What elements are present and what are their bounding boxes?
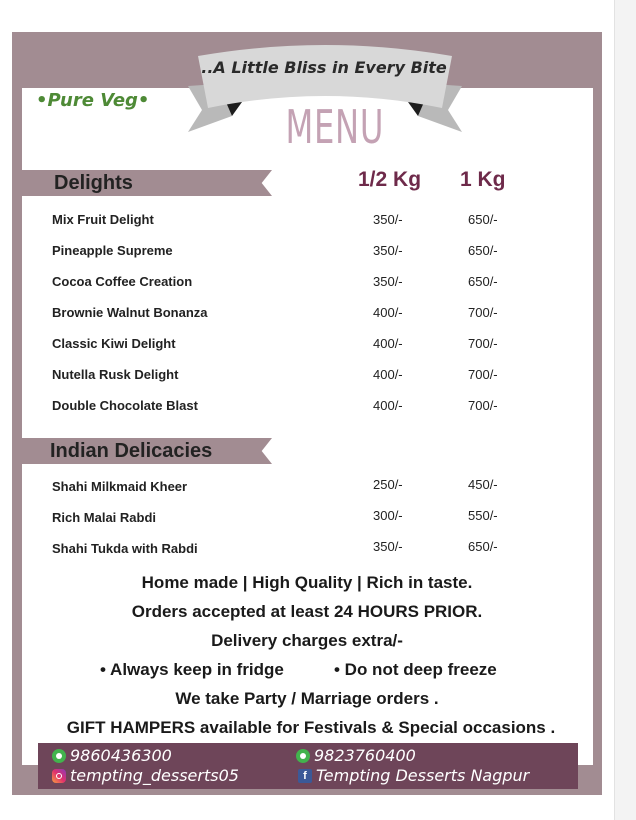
instagram-handle[interactable]: tempting_desserts05 [70, 766, 239, 785]
phone-2[interactable]: 9823760400 [314, 746, 416, 765]
menu-title: MENU [285, 100, 385, 154]
price-half: 350/- [373, 539, 403, 554]
whatsapp-icon [296, 749, 310, 763]
price-full: 700/- [468, 367, 498, 382]
info-orders: Orders accepted at least 24 HOURS PRIOR. [131, 602, 483, 621]
menu-item: Nutella Rusk Delight [52, 367, 179, 382]
menu-item: Cocoa Coffee Creation [52, 274, 193, 289]
info-delivery: Delivery charges extra/- [211, 631, 403, 650]
price-full: 550/- [468, 508, 498, 523]
column-half-kg: 1/2 Kg [358, 168, 422, 191]
info-freeze: • Do not deep freeze [334, 660, 497, 679]
banner-tagline: ..A Little Bliss in Every Bite [201, 58, 447, 77]
price-full: 650/- [468, 212, 498, 227]
info-fridge: • Always keep in fridge [100, 660, 284, 679]
price-full: 700/- [468, 336, 498, 351]
price-full: 650/- [468, 274, 498, 289]
menu-item: Shahi Milkmaid Kheer [52, 479, 188, 494]
info-quality: Home made | High Quality | Rich in taste. [141, 573, 473, 592]
price-half: 400/- [373, 336, 403, 351]
column-one-kg: 1 Kg [460, 168, 506, 191]
price-half: 350/- [373, 243, 403, 258]
price-full: 450/- [468, 477, 498, 492]
price-half: 400/- [373, 398, 403, 413]
price-full: 700/- [468, 305, 498, 320]
whatsapp-icon [52, 749, 66, 763]
section-title-indian: Indian Delicacies [50, 440, 213, 462]
price-full: 700/- [468, 398, 498, 413]
menu-item: Shahi Tukda with Rabdi [52, 541, 198, 556]
menu-item: Double Chocolate Blast [52, 398, 198, 413]
pure-veg-badge: •Pure Veg• [36, 90, 150, 111]
price-full: 650/- [468, 243, 498, 258]
facebook-icon: f [298, 769, 312, 783]
price-full: 650/- [468, 539, 498, 554]
section-ribbon-delights [14, 170, 272, 196]
price-half: 250/- [373, 477, 403, 492]
section-title-delights: Delights [54, 172, 133, 194]
price-half: 350/- [373, 274, 403, 289]
instagram-icon [52, 769, 66, 783]
scroll-edge [614, 0, 636, 820]
info-hampers: GIFT HAMPERS available for Festivals & Special occasions . [66, 718, 556, 737]
price-half: 300/- [373, 508, 403, 523]
price-half: 400/- [373, 305, 403, 320]
menu-item: Classic Kiwi Delight [52, 336, 176, 351]
menu-item: Rich Malai Rabdi [52, 510, 157, 525]
facebook-page[interactable]: Tempting Desserts Nagpur [316, 766, 530, 785]
price-half: 350/- [373, 212, 403, 227]
menu-item: Mix Fruit Delight [52, 212, 154, 227]
info-party: We take Party / Marriage orders . [175, 689, 439, 708]
menu-item: Pineapple Supreme [52, 243, 173, 258]
phone-1[interactable]: 9860436300 [70, 746, 172, 765]
price-half: 400/- [373, 367, 403, 382]
menu-item: Brownie Walnut Bonanza [52, 305, 208, 320]
